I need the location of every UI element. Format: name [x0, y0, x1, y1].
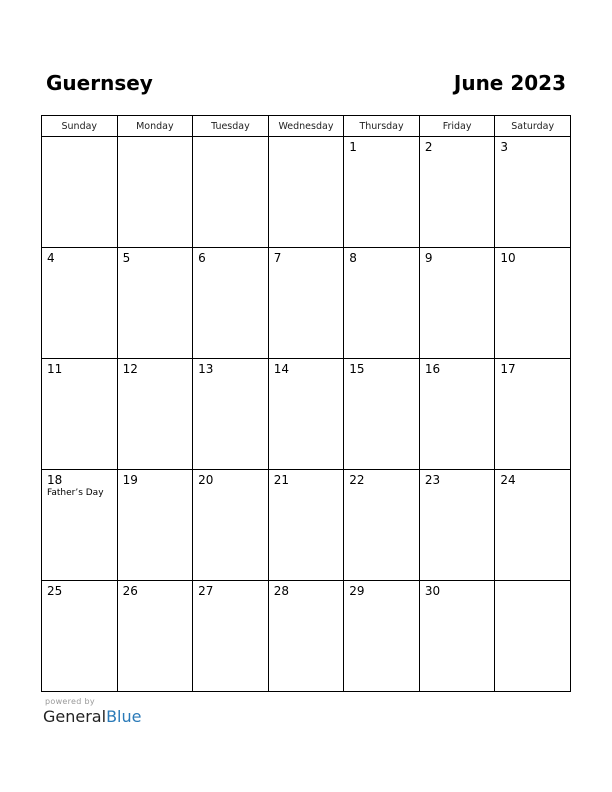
day-cell: [495, 581, 571, 692]
day-cell: [419, 581, 495, 692]
month-year-title: June 2023: [453, 71, 566, 95]
day-cell: [117, 359, 193, 470]
day-cell: [419, 359, 495, 470]
day-number: 3: [500, 140, 509, 154]
day-number: 8: [349, 251, 357, 265]
weekday-thursday: Thursday: [344, 116, 420, 137]
weekday-sunday: Sunday: [42, 116, 118, 137]
day-cell: [419, 137, 495, 248]
day-number: 25: [47, 584, 63, 598]
calendar-grid: [41, 115, 571, 692]
day-number: 11: [47, 362, 63, 376]
day-number: 6: [198, 251, 206, 265]
holiday-label: Father’s Day: [47, 488, 104, 498]
weekday-header-row: [42, 116, 571, 137]
week-row: [42, 581, 571, 692]
day-cell: [117, 248, 193, 359]
day-number: 13: [198, 362, 214, 376]
day-cell: [42, 248, 118, 359]
brand-logo: [43, 707, 141, 726]
day-number: 4: [47, 251, 55, 265]
day-cell: [193, 359, 269, 470]
day-cell: [193, 248, 269, 359]
day-number: 20: [198, 473, 214, 487]
day-cell: [268, 137, 344, 248]
weekday-saturday: Saturday: [495, 116, 571, 137]
day-number: 9: [424, 251, 433, 265]
day-number: 29: [349, 584, 365, 598]
day-number: 14: [273, 362, 289, 376]
day-cell: [344, 359, 420, 470]
day-cell: [117, 581, 193, 692]
day-number: 5: [122, 251, 131, 265]
day-number: 18: [47, 473, 63, 487]
day-cell: [495, 248, 571, 359]
day-cell: [344, 581, 420, 692]
day-number: 10: [500, 251, 516, 265]
day-number: 23: [424, 473, 441, 487]
day-cell: [419, 248, 495, 359]
day-number: 22: [349, 473, 365, 487]
day-number: 16: [424, 362, 441, 376]
day-cell: [268, 359, 344, 470]
day-number: 17: [500, 362, 516, 376]
weekday-wednesday: Wednesday: [268, 116, 344, 137]
day-number: 7: [273, 251, 282, 265]
footer-branding: [43, 697, 141, 726]
week-row: [42, 359, 571, 470]
day-cell: [268, 581, 344, 692]
day-number: 1: [349, 140, 357, 154]
day-number: 26: [122, 584, 138, 598]
brand-blue: Blue: [106, 707, 142, 726]
day-cell: [117, 137, 193, 248]
day-number: 28: [273, 584, 289, 598]
weekday-friday: Friday: [419, 116, 495, 137]
country-title: Guernsey: [46, 71, 153, 95]
day-number: 12: [122, 362, 138, 376]
day-cell: [495, 359, 571, 470]
day-number: 21: [273, 473, 289, 487]
brand-general: General: [43, 707, 107, 726]
day-cell: [193, 581, 269, 692]
day-cell: [42, 470, 118, 581]
day-number: 30: [424, 584, 441, 598]
week-row: [42, 137, 571, 248]
day-cell: [42, 137, 118, 248]
powered-by-text: powered by: [45, 697, 95, 706]
day-cell: [419, 470, 495, 581]
day-number: 15: [349, 362, 365, 376]
day-cell: [344, 137, 420, 248]
weekday-monday: Monday: [117, 116, 193, 137]
day-cell: [117, 470, 193, 581]
day-cell: [193, 470, 269, 581]
day-number: 19: [122, 473, 138, 487]
weekday-tuesday: Tuesday: [193, 116, 269, 137]
day-cell: [268, 470, 344, 581]
day-cell: [193, 137, 269, 248]
day-number: 2: [424, 140, 433, 154]
day-cell: [344, 470, 420, 581]
day-cell: [42, 581, 118, 692]
week-row: [42, 470, 571, 581]
day-cell: [495, 137, 571, 248]
day-cell: [344, 248, 420, 359]
day-cell: [495, 470, 571, 581]
day-cell: [268, 248, 344, 359]
day-cell: [42, 359, 118, 470]
day-number: 24: [500, 473, 516, 487]
day-number: 27: [198, 584, 214, 598]
week-row: [42, 248, 571, 359]
